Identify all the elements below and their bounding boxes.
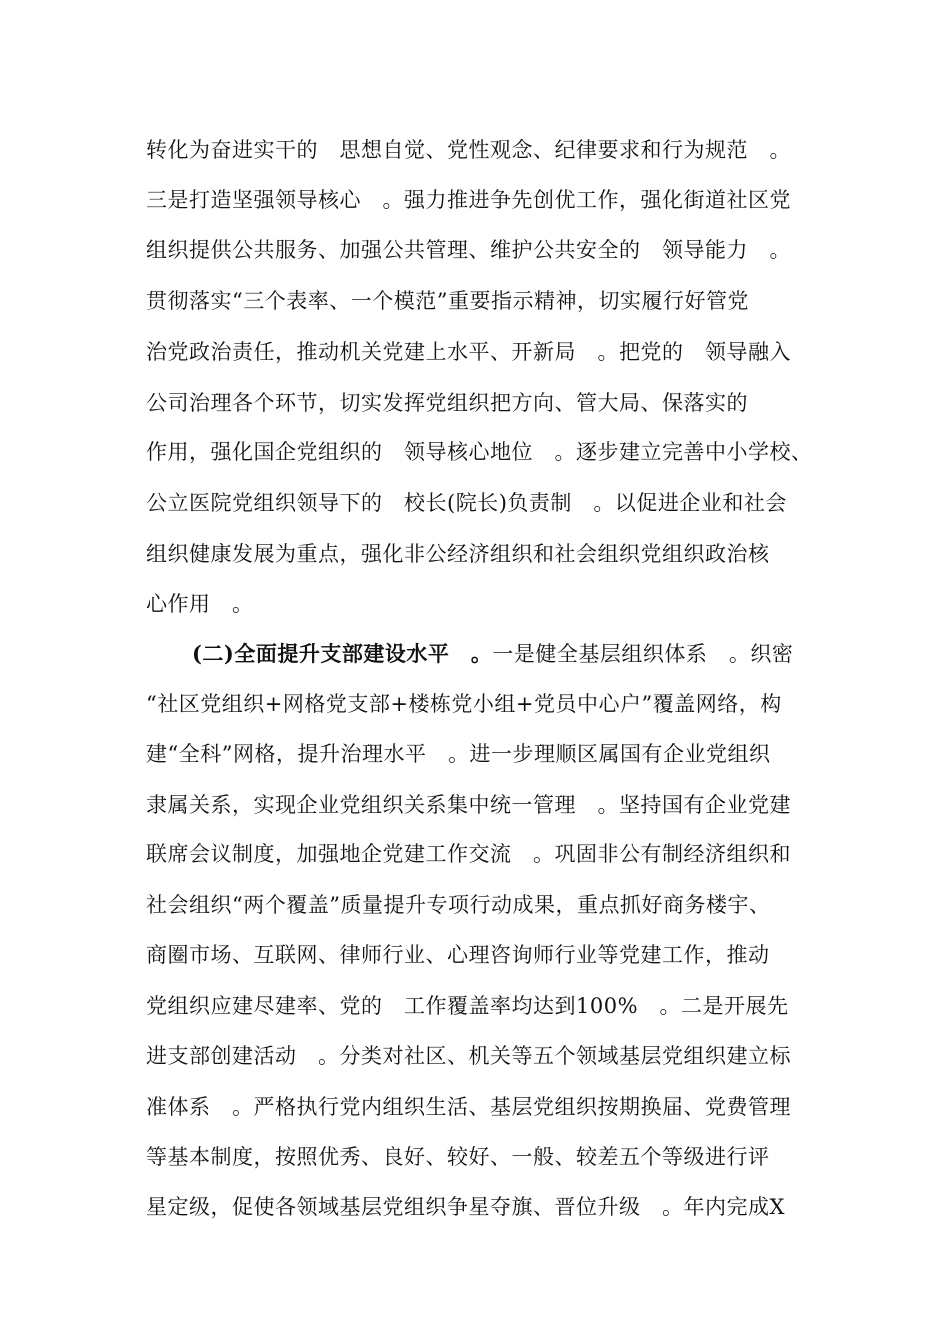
- text-line: 心作用 。: [146, 592, 254, 616]
- text-line: 党组织应建尽建率、党的 工作覆盖率均达到100% 。二是开展先: [146, 994, 789, 1018]
- text-line: 治党政治责任，推动机关党建上水平、开新局 。把党的 领导融入: [146, 340, 791, 364]
- section-first-line-rest: 一是健全基层组织体系 。织密: [492, 642, 794, 666]
- text-line: 组织健康发展为重点，强化非公经济组织和社会组织党组织政治核: [146, 542, 770, 566]
- text-line: 建“全科”网格，提升治理水平 。进一步理顺区属国有企业党组织: [146, 742, 771, 766]
- text-line: 组织提供公共服务、加强公共管理、维护公共安全的 领导能力 。: [146, 238, 791, 262]
- text-line: 三是打造坚强领导核心 。强力推进争先创优工作，强化街道社区党: [146, 188, 791, 212]
- text-line: 进支部创建活动 。分类对社区、机关等五个领域基层党组织建立标: [146, 1044, 791, 1068]
- text-line: 公立医院党组织领导下的 校长(院长)负责制 。以促进企业和社会: [146, 491, 787, 515]
- text-line: 作用，强化国企党组织的 领导核心地位 。逐步建立完善中小学校、: [146, 440, 813, 464]
- text-line: 隶属关系，实现企业党组织关系集中统一管理 。坚持国有企业党建: [146, 793, 791, 817]
- text-line: 联席会议制度，加强地企党建工作交流 。巩固非公有制经济组织和: [146, 842, 791, 866]
- text-line: 商圈市场、互联网、律师行业、心理咨询师行业等党建工作，推动: [146, 943, 770, 967]
- text-line: 社会组织“两个覆盖”质量提升专项行动成果，重点抓好商务楼宇、: [146, 893, 771, 917]
- text-line: 转化为奋进实干的 思想自觉、党性观念、纪律要求和行为规范 。: [146, 138, 791, 162]
- text-line: 准体系 。严格执行党内组织生活、基层党组织按期换届、党费管理: [146, 1095, 791, 1119]
- text-line: “社区党组织+网格党支部+楼栋党小组+党员中心户”覆盖网络，构: [146, 692, 782, 716]
- text-line: 公司治理各个环节，切实发挥党组织把方向、管大局、保落实的: [146, 391, 748, 415]
- text-line: 星定级，促使各领域基层党组织争星夺旗、晋位升级 。年内完成X: [146, 1195, 785, 1219]
- text-line: 贯彻落实“三个表率、一个模范”重要指示精神，切实履行好管党: [146, 289, 749, 313]
- section-first-line: [192, 640, 793, 668]
- section-heading: (二)全面提升支部建设水平 。: [192, 641, 493, 666]
- text-line: 等基本制度，按照优秀、良好、较好、一般、较差五个等级进行评: [146, 1145, 770, 1169]
